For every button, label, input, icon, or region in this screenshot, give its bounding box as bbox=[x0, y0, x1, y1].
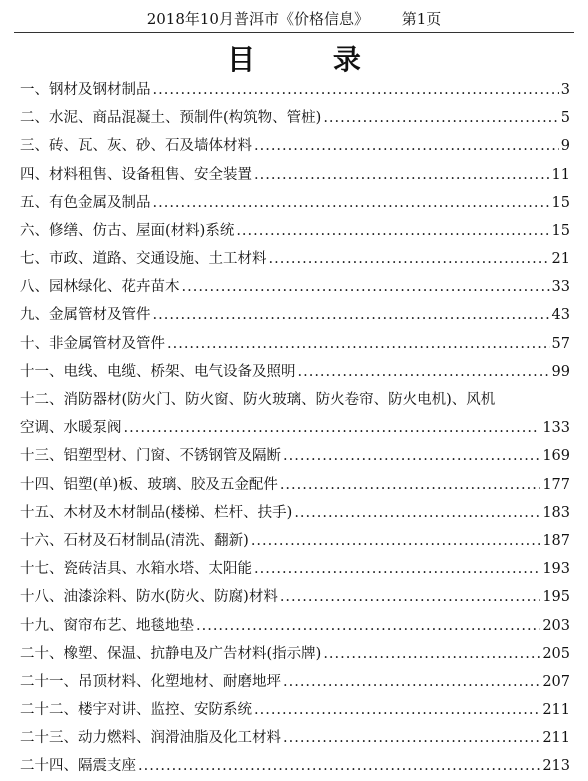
toc-entry[interactable] bbox=[20, 724, 570, 752]
toc-entry-page: 133 bbox=[542, 420, 570, 437]
toc-entry-page: 5 bbox=[560, 110, 570, 127]
toc-entry[interactable] bbox=[20, 245, 570, 273]
toc-leader-dots bbox=[124, 414, 541, 442]
toc-leader-dots bbox=[254, 161, 550, 189]
toc-entry[interactable] bbox=[20, 583, 570, 611]
toc-entry-page: 177 bbox=[542, 476, 570, 493]
toc-entry[interactable] bbox=[20, 696, 570, 724]
toc-entry[interactable] bbox=[20, 358, 570, 386]
toc-entry-label: 十七、瓷砖洁具、水箱水塔、太阳能 bbox=[20, 561, 252, 578]
toc-entry-label: 十六、石材及石材制品(清洗、翻新) bbox=[20, 532, 249, 549]
toc-entry-page: 3 bbox=[560, 81, 570, 98]
toc-leader-dots bbox=[283, 724, 540, 752]
header-title: 2018年10月普洱市《价格信息》 bbox=[146, 10, 369, 28]
toc-entry-page: 213 bbox=[542, 758, 570, 775]
toc-entry-label: 十、非金属管材及管件 bbox=[20, 335, 165, 352]
toc-leader-dots bbox=[254, 555, 540, 583]
toc-entry[interactable] bbox=[20, 612, 570, 640]
header-divider bbox=[14, 32, 574, 33]
toc-leader-dots bbox=[298, 358, 550, 386]
toc-leader-dots bbox=[196, 612, 540, 640]
toc-entry-label: 二、水泥、商品混凝土、预制件(构筑物、管桩) bbox=[20, 110, 322, 127]
toc-entry-label: 八、园林绿化、花卉苗木 bbox=[20, 279, 180, 296]
toc-entry[interactable] bbox=[20, 76, 570, 104]
toc-entry-page: 11 bbox=[551, 166, 570, 183]
toc-leader-dots bbox=[323, 640, 540, 668]
toc-entry[interactable] bbox=[20, 753, 570, 781]
toc-leader-dots bbox=[294, 499, 540, 527]
toc-entry-page: 207 bbox=[542, 673, 570, 690]
toc-entry-page: 99 bbox=[551, 363, 570, 380]
toc-entry-page: 15 bbox=[551, 222, 570, 239]
toc-entry-label: 十二、消防器材(防火门、防火窗、防火玻璃、防火卷帘、防火电机)、风机 bbox=[20, 392, 496, 409]
toc-leader-dots bbox=[283, 442, 540, 470]
toc-entry-label: 二十四、隔震支座 bbox=[20, 758, 136, 775]
toc-leader-dots bbox=[153, 189, 550, 217]
toc-leader-dots bbox=[254, 696, 540, 724]
toc-entry-label: 七、市政、道路、交通设施、土工材料 bbox=[20, 251, 267, 268]
toc-leader-dots bbox=[251, 527, 540, 555]
toc-entry[interactable] bbox=[20, 527, 570, 555]
toc-leader-dots bbox=[280, 471, 541, 499]
toc-entry[interactable] bbox=[20, 217, 570, 245]
toc-leader-dots bbox=[283, 668, 540, 696]
toc-entry[interactable] bbox=[20, 161, 570, 189]
toc-entry-label: 十五、木材及木材制品(楼梯、栏杆、扶手) bbox=[20, 504, 293, 521]
toc-entry-page: 43 bbox=[551, 307, 570, 324]
toc-leader-dots bbox=[167, 330, 550, 358]
toc-leader-dots bbox=[236, 217, 549, 245]
document-title: 目 录 bbox=[227, 43, 395, 76]
toc-entry-label: 十九、窗帘布艺、地毯地垫 bbox=[20, 617, 194, 634]
toc-entry[interactable] bbox=[20, 471, 570, 499]
toc-entry-page: 15 bbox=[551, 194, 570, 211]
toc-entry-label: 二十、橡塑、保温、抗静电及广告材料(指示牌) bbox=[20, 645, 322, 662]
toc-entry-page: 211 bbox=[542, 702, 570, 719]
toc-entry-label: 二十一、吊顶材料、化塑地材、耐磨地坪 bbox=[20, 673, 281, 690]
toc-entry-label: 三、砖、瓦、灰、砂、石及墙体材料 bbox=[20, 138, 252, 155]
toc-entry-page: 169 bbox=[542, 448, 570, 465]
toc-entry-label: 十一、电线、电缆、桥架、电气设备及照明 bbox=[20, 363, 296, 380]
toc-entry-page: 205 bbox=[542, 645, 570, 662]
toc-entry-label: 五、有色金属及制品 bbox=[20, 194, 151, 211]
toc-entry-page: 203 bbox=[542, 617, 570, 634]
toc-entry[interactable] bbox=[20, 555, 570, 583]
toc-entry[interactable] bbox=[20, 302, 570, 330]
toc-entry-label: 九、金属管材及管件 bbox=[20, 307, 151, 324]
toc-entry-label: 四、材料租售、设备租售、安全装置 bbox=[20, 166, 252, 183]
toc-entry-label: 二十二、楼宇对讲、监控、安防系统 bbox=[20, 702, 252, 719]
toc-entry-label: 一、钢材及钢材制品 bbox=[20, 81, 151, 98]
toc-entry[interactable] bbox=[20, 442, 570, 470]
toc-entry[interactable] bbox=[20, 668, 570, 696]
toc-leader-dots bbox=[182, 273, 550, 301]
toc-entry-label: 二十三、动力燃料、润滑油脂及化工材料 bbox=[20, 730, 281, 747]
toc-entry-page: 9 bbox=[560, 138, 570, 155]
toc-entry[interactable] bbox=[20, 414, 570, 442]
toc-entry-label: 十三、铝塑型材、门窗、不锈钢管及隔断 bbox=[20, 448, 281, 465]
toc-entry-label: 六、修缮、仿古、屋面(材料)系统 bbox=[20, 222, 235, 239]
toc-entry-page: 183 bbox=[542, 504, 570, 521]
toc-entry-label: 十四、铝塑(单)板、玻璃、胶及五金配件 bbox=[20, 476, 278, 493]
toc-entry[interactable] bbox=[20, 499, 570, 527]
toc-leader-dots bbox=[254, 132, 559, 160]
toc-leader-dots bbox=[280, 583, 541, 611]
toc-entry[interactable] bbox=[20, 189, 570, 217]
toc-entry-page: 193 bbox=[542, 561, 570, 578]
toc-entry[interactable] bbox=[20, 132, 570, 160]
toc-entry-page: 211 bbox=[542, 730, 570, 747]
toc-entry-label: 空调、水暖泵阀 bbox=[20, 420, 122, 437]
toc-entry[interactable] bbox=[20, 273, 570, 301]
toc-entry[interactable] bbox=[20, 640, 570, 668]
table-of-contents bbox=[20, 76, 570, 781]
toc-entry[interactable] bbox=[20, 104, 570, 132]
toc-leader-dots bbox=[323, 104, 558, 132]
toc-entry-page: 57 bbox=[551, 335, 570, 352]
toc-leader-dots bbox=[153, 302, 550, 330]
toc-entry[interactable] bbox=[20, 330, 570, 358]
toc-entry[interactable] bbox=[20, 386, 570, 414]
page-header bbox=[0, 8, 588, 29]
toc-leader-dots bbox=[138, 753, 540, 781]
toc-entry-page: 195 bbox=[542, 589, 570, 606]
toc-leader-dots bbox=[269, 245, 550, 273]
toc-entry-page: 187 bbox=[542, 532, 570, 549]
toc-entry-label: 十八、油漆涂料、防水(防火、防腐)材料 bbox=[20, 589, 278, 606]
toc-entry-page: 33 bbox=[551, 279, 570, 296]
toc-entry-page: 21 bbox=[551, 251, 570, 268]
toc-leader-dots bbox=[153, 76, 559, 104]
header-page-number: 第1页 bbox=[401, 10, 442, 28]
